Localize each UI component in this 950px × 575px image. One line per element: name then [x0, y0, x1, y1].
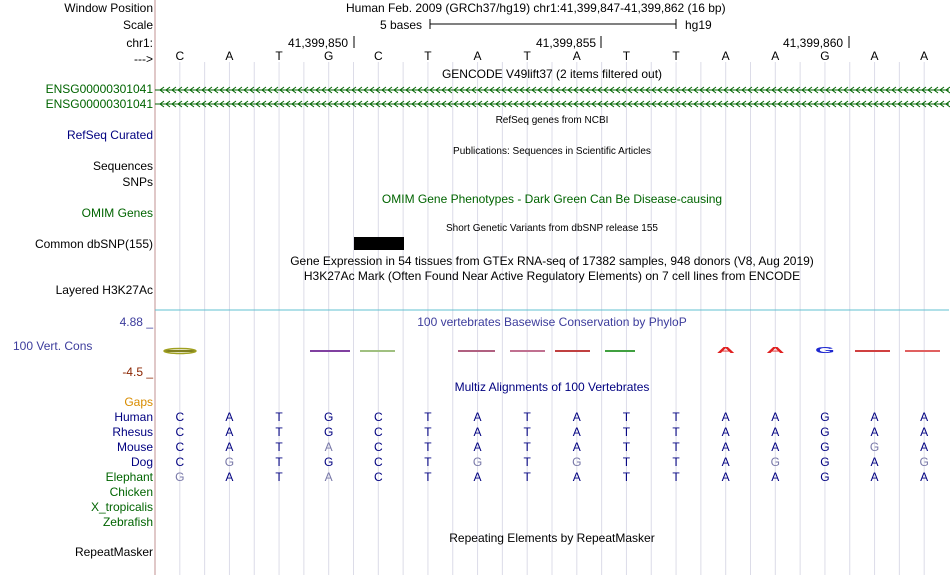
alignment-base: A: [225, 470, 234, 484]
alignment-base: A: [771, 470, 780, 484]
alignment-base: T: [275, 440, 283, 454]
alignment-base: A: [324, 470, 333, 484]
alignment-base: C: [373, 470, 383, 484]
alignment-base: G: [324, 410, 334, 424]
window-position-label: Window Position: [64, 1, 153, 15]
sequence-base: A: [920, 49, 929, 63]
alignment-base: C: [373, 410, 383, 424]
phylop-max-label: 4.88 _: [119, 315, 153, 329]
alignment-base: A: [771, 410, 780, 424]
alignment-base: G: [869, 440, 880, 454]
alignment-base: G: [770, 455, 780, 469]
alignment-base: A: [920, 410, 929, 424]
phylop-min-label: -4.5 _: [122, 365, 153, 379]
alignment-base: G: [820, 425, 830, 439]
alignment-base: A: [572, 410, 581, 424]
alignment-base: A: [870, 425, 879, 439]
alignment-base: A: [473, 410, 482, 424]
alignment-base: A: [771, 425, 780, 439]
alignment-base: G: [324, 425, 334, 439]
alignment-base: T: [424, 440, 432, 454]
alignment-base: T: [622, 470, 631, 484]
h3k27ac-track-title[interactable]: H3K27Ac Mark (Often Found Near Active Regulatory Elements) on 7 cell lines from ENCODE: [303, 269, 801, 283]
alignment-base: A: [870, 455, 879, 469]
alignment-base: C: [175, 425, 185, 439]
alignment-base: A: [572, 425, 581, 439]
sequence-base: T: [622, 49, 631, 63]
alignment-base: C: [175, 440, 185, 454]
sequence-base: G: [820, 49, 830, 63]
alignment-base: T: [523, 455, 531, 469]
dbsnp-track-title[interactable]: Short Genetic Variants from dbSNP release 155: [446, 223, 658, 234]
alignment-base: A: [721, 440, 730, 454]
alignment-base: A: [473, 440, 482, 454]
alignment-base: C: [373, 425, 383, 439]
conservation-mark: [905, 350, 940, 352]
alignment-base: A: [721, 455, 730, 469]
alignment-base: T: [523, 410, 531, 424]
sequence-base: A: [721, 49, 730, 63]
alignment-base: T: [672, 410, 680, 424]
tick-label: 41,399,855: [536, 36, 597, 50]
conservation-mark: [555, 350, 590, 352]
conservation-mark: [310, 350, 350, 352]
alignment-base: T: [424, 455, 432, 469]
omim-track-title[interactable]: OMIM Gene Phenotypes - Dark Green Can Be Disease-causing: [381, 192, 723, 206]
alignment-base: A: [870, 410, 879, 424]
alignment-base: T: [672, 440, 680, 454]
multiz-track-title[interactable]: Multiz Alignments of 100 Vertebrates: [454, 380, 650, 394]
alignment-base: A: [225, 440, 234, 454]
alignment-base: A: [870, 470, 879, 484]
sequence-base: A: [870, 49, 879, 63]
alignment-base: C: [175, 455, 185, 469]
sequence-base: A: [572, 49, 581, 63]
refseq-track-label[interactable]: RefSeq Curated: [66, 128, 153, 142]
species-label[interactable]: Human: [114, 410, 153, 424]
species-label[interactable]: X_tropicalis: [90, 500, 153, 514]
refseq-track-title[interactable]: RefSeq genes from NCBI: [495, 115, 609, 126]
alignment-base: A: [225, 425, 234, 439]
phylop-track-title[interactable]: 100 vertebrates Basewise Conservation by PhyloP: [417, 315, 687, 329]
alignment-base: T: [275, 470, 283, 484]
gene-label[interactable]: ENSG00000301041: [45, 97, 153, 111]
alignment-base: T: [275, 455, 283, 469]
snps-track-label[interactable]: SNPs: [122, 175, 153, 189]
phylop-track-label[interactable]: 100 Vert. Cons: [13, 339, 93, 353]
sequences-track-label[interactable]: Sequences: [92, 159, 153, 173]
alignment-base: T: [275, 410, 283, 424]
alignment-base: A: [572, 470, 581, 484]
alignment-base: G: [820, 455, 830, 469]
alignment-base: A: [721, 410, 730, 424]
alignment-base: G: [820, 410, 830, 424]
alignment-base: T: [424, 425, 432, 439]
conservation-mark: [510, 350, 545, 352]
alignment-base: G: [820, 440, 830, 454]
alignment-base: A: [920, 440, 929, 454]
alignment-base: G: [572, 455, 582, 469]
alignment-base: T: [622, 440, 631, 454]
species-label[interactable]: Elephant: [105, 470, 153, 484]
conservation-logo-letter: A: [766, 345, 785, 355]
alignment-base: G: [472, 455, 483, 469]
sequence-base: A: [771, 49, 780, 63]
alignment-base: T: [523, 470, 531, 484]
sequence-base: A: [473, 49, 482, 63]
alignment-base: A: [771, 440, 780, 454]
omim-track-label[interactable]: OMIM Genes: [81, 206, 153, 220]
sequence-base: A: [225, 49, 234, 63]
conservation-mark: [458, 350, 495, 352]
sequence-base: T: [672, 49, 680, 63]
species-label[interactable]: Rhesus: [112, 425, 153, 439]
tick-label: 41,399,850: [288, 36, 349, 50]
species-label[interactable]: Dog: [130, 455, 153, 469]
scale-label: Scale: [122, 18, 153, 32]
snp-feature[interactable]: [354, 237, 404, 250]
alignment-base: C: [175, 410, 185, 424]
chrom-label: chr1:: [126, 36, 153, 50]
conservation-mark: [605, 350, 635, 352]
alignment-base: T: [672, 425, 680, 439]
gtex-track-title[interactable]: Gene Expression in 54 tissues from GTEx RNA-seq of 17382 samples, 948 donors (V8, Aug 2019): [290, 254, 814, 268]
alignment-base: G: [324, 455, 334, 469]
alignment-base: C: [373, 440, 383, 454]
alignment-base: A: [920, 470, 929, 484]
alignment-base: A: [721, 425, 730, 439]
alignment-base: G: [919, 455, 929, 469]
alignment-base: G: [224, 455, 235, 469]
alignment-base: T: [523, 425, 531, 439]
gene-label[interactable]: ENSG00000301041: [45, 82, 153, 96]
alignment-base: T: [424, 470, 432, 484]
gencode-track-title[interactable]: GENCODE V49lift37 (2 items filtered out): [441, 67, 663, 81]
conservation-mark: [360, 350, 395, 352]
repeatmasker-track-title[interactable]: Repeating Elements by RepeatMasker: [449, 531, 655, 545]
alignment-base: A: [473, 425, 482, 439]
alignment-base: A: [572, 440, 581, 454]
alignment-base: T: [523, 440, 531, 454]
publications-track-title[interactable]: Publications: Sequences in Scientific Articles: [453, 146, 651, 157]
alignment-base: A: [324, 440, 333, 454]
h3k27ac-track-label[interactable]: Layered H3K27Ac: [55, 283, 153, 297]
conservation-mark: [855, 350, 890, 352]
species-label[interactable]: Chicken: [109, 485, 153, 499]
alignment-base: C: [373, 455, 383, 469]
sequence-base: T: [523, 49, 531, 63]
alignment-base: T: [622, 455, 631, 469]
sequence-base: G: [324, 49, 334, 63]
tick-label: 41,399,860: [783, 36, 844, 50]
alignment-base: A: [473, 470, 482, 484]
alignment-base: A: [225, 410, 234, 424]
alignment-base: A: [920, 425, 929, 439]
alignment-base: A: [721, 470, 730, 484]
alignment-base: T: [622, 425, 631, 439]
gaps-label: Gaps: [124, 395, 153, 409]
species-label[interactable]: Zebrafish: [102, 515, 153, 529]
species-label[interactable]: Mouse: [116, 440, 153, 454]
sequence-base: C: [175, 49, 185, 63]
alignment-base: G: [175, 470, 185, 484]
conservation-logo-letter: G: [815, 345, 835, 355]
alignment-base: T: [672, 470, 680, 484]
sequence-base: C: [373, 49, 383, 63]
sequence-base: T: [424, 49, 432, 63]
conservation-mark: [165, 350, 195, 352]
window-position-value[interactable]: Human Feb. 2009 (GRCh37/hg19) chr1:41,399,847-41,399,862 (16 bp): [346, 1, 726, 15]
conservation-logo-letter: A: [716, 345, 735, 355]
dbsnp-track-label[interactable]: Common dbSNP(155): [34, 237, 153, 251]
sequence-base: T: [275, 49, 283, 63]
alignment-base: G: [820, 470, 830, 484]
alignment-base: T: [622, 410, 631, 424]
alignment-base: T: [424, 410, 432, 424]
alignment-base: T: [672, 455, 680, 469]
strand-arrow-label: --->: [134, 52, 153, 66]
scale-value: 5 bases: [380, 18, 423, 32]
scale-assembly: hg19: [685, 18, 712, 32]
alignment-base: T: [275, 425, 283, 439]
repeatmasker-track-label[interactable]: RepeatMasker: [74, 545, 153, 559]
